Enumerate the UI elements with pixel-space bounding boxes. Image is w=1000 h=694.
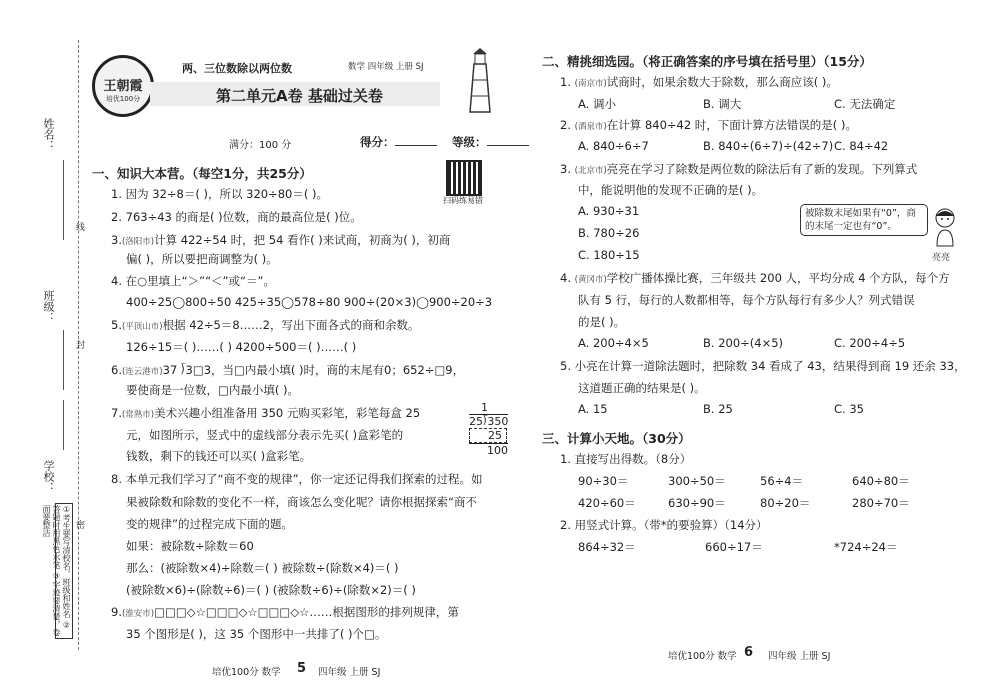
s2-q4-optB: B. 200÷(4×5) — [703, 336, 784, 350]
q6-num: 6. — [111, 363, 122, 377]
s2-q3-optC: C. 180÷15 — [578, 248, 640, 262]
s2-q5-optC: C. 35 — [834, 402, 864, 416]
q7-text: 美术兴趣小组准备用 350 元购买彩笔，彩笔每盒 25 — [154, 406, 421, 420]
section1-title: 一、知识大本营。（每空1分，共25分） — [92, 166, 312, 181]
s2-q5-optA: A. 15 — [578, 402, 608, 416]
s2-q1-optB: B. 调大 — [703, 97, 742, 111]
s1-q6 — [111, 362, 464, 378]
division-step: 25 — [469, 428, 507, 443]
s2q4-text: 学校广播体操比赛，三年级共 200 人，平均分成 4 个方队，每个方 — [606, 271, 950, 285]
long-division — [455, 401, 508, 457]
footer-left-grade: 四年级 上册 SJ — [318, 667, 381, 678]
s1-q5-row: 126÷15＝( )……( ) 4200÷500＝( )……( ) — [126, 340, 357, 354]
division-remainder: 100 — [469, 443, 508, 457]
s2-q3-optB: B. 780÷26 — [578, 226, 640, 240]
s2q2-city: (酒泉市) — [574, 122, 607, 132]
s2-q4-optC: C. 200÷4÷5 — [834, 336, 906, 350]
score-label: 得分： — [360, 135, 395, 149]
speech-bubble: 被除数末尾如果有“0”，商的末尾一定也有“0”。 — [800, 204, 928, 236]
cut-mark-3: 密 — [74, 520, 84, 529]
lighthouse-icon — [462, 46, 498, 116]
qr-code[interactable] — [446, 160, 482, 196]
s3-r1-c1: 90÷30＝ — [578, 474, 629, 488]
logo-text: 王朝霞 — [103, 79, 143, 94]
s3-r3-c3: *724÷24＝ — [834, 540, 898, 554]
s1-q8-l2: 果被除数和除数的变化不一样，商该怎么变化呢？请你根据探索“商不 — [126, 495, 477, 509]
boy-name: 亮亮 — [932, 253, 951, 263]
footer-right-grade: 四年级 上册 SJ — [768, 651, 831, 662]
s2-q5-cont: 这道题正确的结果是( )。 — [578, 381, 706, 395]
s1-q7-cont: 元，如图所示，竖式中的虚线部分表示先买( )盒彩笔的 — [126, 428, 404, 442]
s1-q1: 1. 因为 32÷8＝( )，所以 320÷80＝( )。 — [111, 187, 328, 201]
s2-q5-optB: B. 25 — [703, 402, 733, 416]
s2-q4-cont2: 的是( )。 — [578, 315, 626, 329]
grade-blank[interactable] — [487, 135, 529, 146]
section2-title: 二、精挑细选园。（将正确答案的序号填在括号里）（15分） — [542, 54, 872, 69]
s3-r2-c3: 80÷20＝ — [760, 496, 811, 510]
q3-text: 计算 422÷54 时，把 54 看作( )来试商，初商为( )，初商 — [154, 233, 451, 247]
q5-city: (平顶山市) — [121, 322, 163, 332]
class-label: 班级： — [42, 290, 55, 323]
s2-q4-cont: 队有 5 行，每行的人数都相等，每个方队每行有多少人？列式错误 — [578, 293, 915, 307]
name-label: 姓名： — [42, 118, 55, 151]
s2-q2-optC: C. 84÷42 — [834, 139, 889, 153]
s2-q1-optC: C. 无法确定 — [834, 97, 896, 111]
s2-q2-optA: A. 840÷6÷7 — [578, 139, 649, 153]
q5-text: 根据 42÷5＝8……2，写出下面各式的商和余数。 — [162, 318, 420, 332]
school-label: 学校： — [42, 460, 55, 493]
s2-q3: 3. (北京市)亮亮在学习了除数是两位数的除法后有了新的发现。下列算式 — [560, 162, 918, 176]
grade-label: 等级： — [452, 135, 487, 149]
footer-left-page: 5 — [297, 661, 307, 676]
s2q3-text: 亮亮在学习了除数是两位数的除法后有了新的发现。下列算式 — [606, 162, 918, 176]
s3-r1-c4: 640÷80＝ — [852, 474, 910, 488]
class-line — [63, 330, 64, 390]
q9-text: □□□◇☆□□□◇☆□□□◇☆……根据图形的排列规律，第 — [154, 605, 459, 619]
s1-q8-l6: (被除数×6)÷(除数÷6)＝( ) (被除数÷6)÷(除数×2)＝( ) — [126, 583, 416, 597]
q5-num: 5. — [111, 318, 122, 332]
s1-q5 — [111, 317, 420, 333]
s3-sub1: 1. 直接写出得数。（8分） — [560, 452, 692, 466]
qr-label: 扫码练易错 — [443, 196, 483, 205]
q3-city: (洛阳市) — [121, 237, 155, 247]
s2q1-text: 试商时，如果余数大于除数，那么商应该( )。 — [606, 75, 838, 89]
s1-q9-cont: 35 个图形是( )，这 35 个图形中一共排了( )个□。 — [126, 627, 387, 641]
s3-r2-c1: 420÷60＝ — [578, 496, 636, 510]
s1-q8: 8. 本单元我们学习了“商不变的规律”，你一定还记得我们探索的过程。如 — [111, 472, 483, 486]
q6-text: 37 ⟌3□3，当□内最小填( )时，商的末尾有0；652÷□9， — [162, 363, 465, 377]
score-field — [360, 134, 437, 150]
score-blank[interactable] — [395, 135, 437, 146]
s1-q2: 2. 763÷43 的商是( )位数，商的最高位是( )位。 — [111, 210, 362, 224]
division-quotient: 1 — [481, 401, 488, 414]
s3-r2-c4: 280÷70＝ — [852, 496, 910, 510]
boy-icon — [930, 206, 960, 248]
brand-logo — [92, 55, 154, 117]
s3-r2-c2: 630÷90＝ — [668, 496, 726, 510]
s2q4-city: (黄冈市) — [574, 275, 607, 285]
q7-city: (常熟市) — [121, 410, 155, 420]
footer-right-brand: 培优100分 数学 — [668, 651, 737, 662]
footer-right-page: 6 — [744, 645, 754, 660]
s1-q4-row: 400÷25◯800÷50 425÷35◯578÷80 900÷(20×3)◯900÷20÷3 — [126, 295, 493, 309]
q6-city: (连云港市) — [121, 367, 163, 377]
q9-num: 9. — [111, 605, 122, 619]
footer-left-brand: 培优100分 数学 — [212, 667, 281, 678]
subject-line: 数学 四年级 上册 SJ — [348, 62, 424, 72]
q7-num: 7. — [111, 406, 122, 420]
s1-q7 — [111, 405, 420, 421]
cut-mark-2: 封 — [74, 340, 84, 349]
s2-q3-cont: 中，能说明他的发现不正确的是( )。 — [578, 183, 764, 197]
s2-q1-optA: A. 调小 — [578, 97, 616, 111]
s2-q1: 1. (南京市)试商时，如果余数大于除数，那么商应该( )。 — [560, 75, 838, 89]
s3-r3-c1: 864÷32＝ — [578, 540, 636, 554]
s3-sub2: 2. 用竖式计算。（带*的要验算）（14分） — [560, 518, 768, 532]
division-setup: 25⟌350 — [469, 415, 509, 428]
s1-q6-cont: 要使商是一位数，□内最小填( )。 — [126, 383, 299, 397]
s1-q8-l3: 变的规律”的过程完成下面的题。 — [126, 517, 293, 531]
s3-r3-c2: 660÷17＝ — [705, 540, 763, 554]
s2-q3-optA: A. 930÷31 — [578, 204, 640, 218]
s2-q4: 4. (黄冈市)学校广播体操比赛，三年级共 200 人，平均分成 4 个方队，每个方 — [560, 271, 950, 285]
s2-q2-optB: B. 840÷(6÷7)÷(42÷7) — [703, 139, 834, 153]
logo-sub: 培优100分 — [105, 95, 141, 103]
s1-q7-cont2: 钱数，剩下的钱还可以买( )盒彩笔。 — [126, 449, 312, 463]
full-score: 满分：100 分 — [229, 140, 292, 151]
s2-q2: 2. (酒泉市)在计算 840÷42 时，下面计算方法错误的是( )。 — [560, 118, 857, 132]
exam-notes: ①考生要写清校名，班级和姓名 ②答题时用黑色水笔 ③字迹要清楚，卷面要整洁 — [55, 503, 73, 639]
s2q2-text: 在计算 840÷42 时，下面计算方法错误的是( )。 — [606, 118, 857, 132]
s1-q9 — [111, 604, 459, 620]
s1-q8-l4: 如果：被除数÷除数＝60 — [126, 539, 254, 553]
s1-q4: 4. 在○里填上“＞”“＜”或“＝”。 — [111, 274, 275, 288]
topic: 两、三位数除以两位数 — [182, 62, 292, 75]
s2q3-city: (北京市) — [574, 166, 607, 176]
q3-num: 3. — [111, 233, 122, 247]
s1-q3 — [111, 232, 450, 248]
s2q1-city: (南京市) — [574, 79, 607, 89]
grade-field — [452, 134, 529, 150]
s2-q5: 5. 小亮在计算一道除法题时，把除数 34 看成了 43，结果得到商 19 还余 33， — [560, 359, 966, 373]
s1-q8-l5: 那么：(被除数×4)÷除数＝( ) 被除数÷(除数×4)＝( ) — [126, 561, 399, 575]
s3-r1-c3: 56÷4＝ — [760, 474, 804, 488]
s2-q4-optA: A. 200÷4×5 — [578, 336, 649, 350]
page-title: 第二单元A卷 基础过关卷 — [216, 87, 383, 105]
cut-mark-1: 线 — [74, 222, 84, 231]
section3-title: 三、计算小天地。（30分） — [542, 431, 691, 446]
name-line — [63, 160, 64, 240]
school-line — [63, 400, 64, 450]
s3-r1-c2: 300÷50＝ — [668, 474, 726, 488]
q9-city: (淮安市) — [121, 609, 155, 619]
s1-q3-cont: 偏( )，所以要把商调整为( )。 — [126, 252, 278, 266]
